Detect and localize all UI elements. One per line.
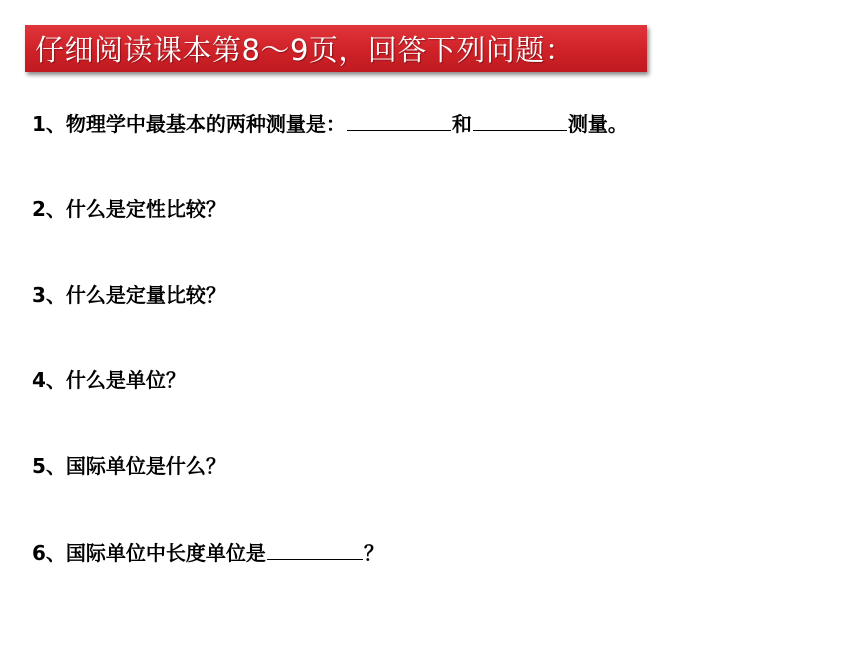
title-banner: [25, 25, 647, 72]
question-number: 2、: [32, 197, 66, 221]
question-text: ？: [363, 541, 384, 565]
answer-blank[interactable]: [267, 539, 363, 560]
question-number: 5、: [32, 454, 66, 478]
question-text: 国际单位是什么？: [65, 454, 226, 478]
question-text: 什么是定性比较？: [65, 197, 226, 221]
question-number: 6、: [32, 541, 66, 565]
answer-blank[interactable]: [347, 110, 451, 131]
question-2: [32, 196, 226, 222]
question-text: 物理学中最基本的两种测量是：: [65, 112, 346, 136]
question-text: 国际单位中长度单位是: [65, 541, 266, 565]
question-text: 什么是定量比较？: [65, 283, 226, 307]
page-title: 仔细阅读课本第8～9页，回答下列问题：: [35, 33, 575, 67]
question-6: [32, 539, 384, 566]
question-text: 和: [451, 112, 472, 136]
question-number: 1、: [32, 112, 66, 136]
question-3: [32, 282, 226, 308]
question-5: [32, 453, 226, 479]
question-number: 3、: [32, 283, 66, 307]
question-text: 什么是单位？: [65, 368, 186, 392]
answer-blank[interactable]: [473, 110, 567, 131]
question-number: 4、: [32, 368, 66, 392]
question-1: [32, 110, 628, 137]
question-4: [32, 367, 186, 393]
question-text: 测量。: [567, 112, 628, 136]
